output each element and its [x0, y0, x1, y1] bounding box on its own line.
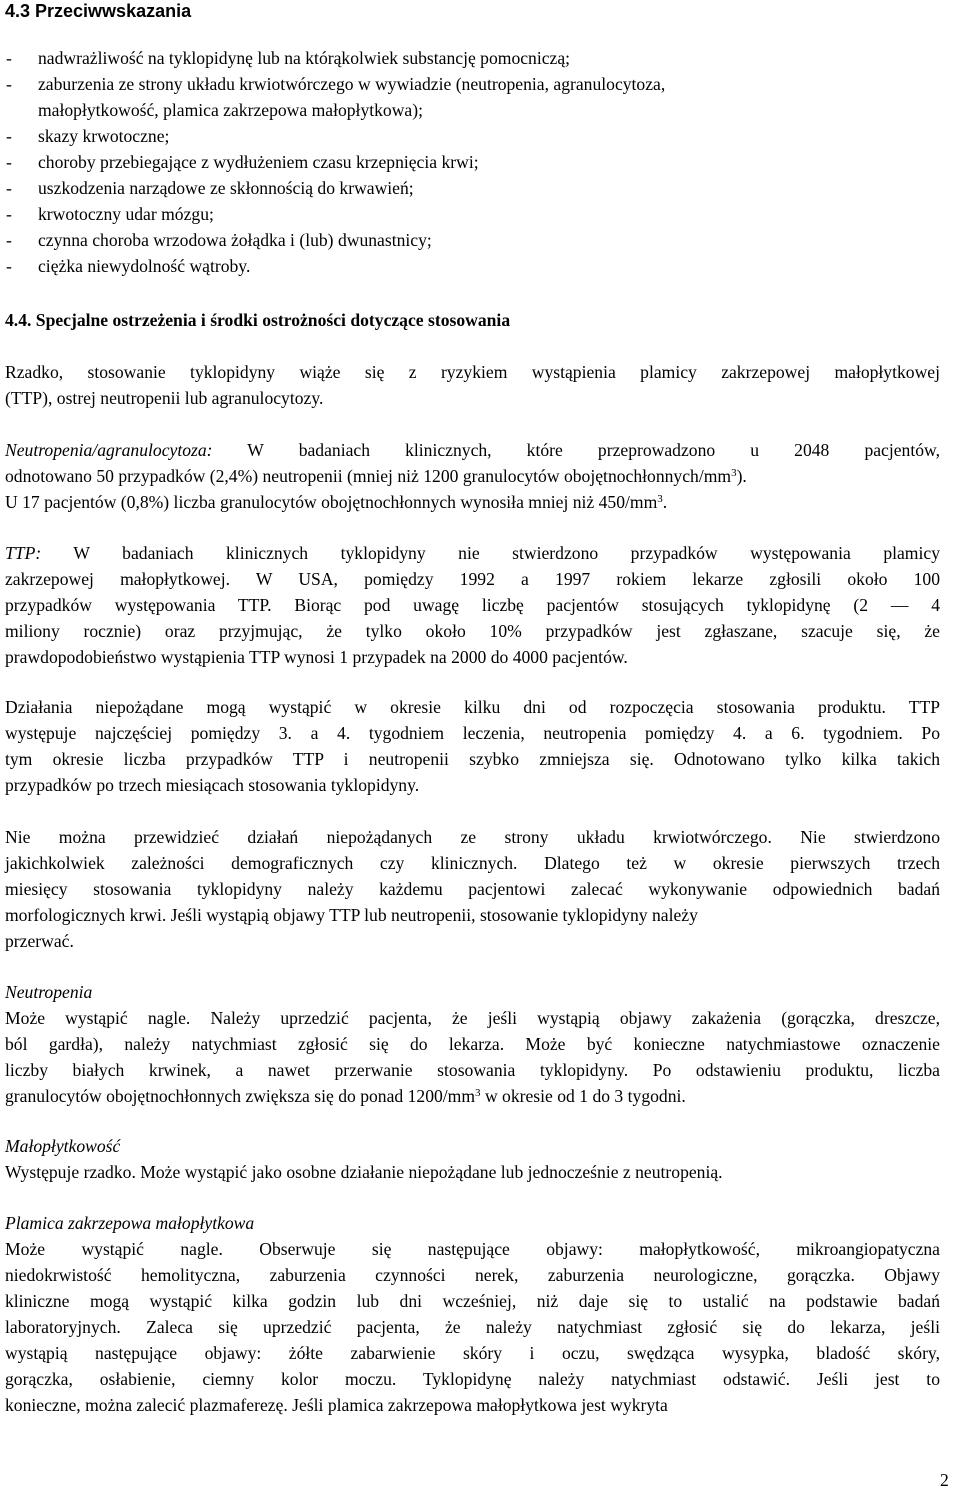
paragraph-line: laboratoryjnych. Zaleca się uprzedzić pacjenta, że należy natychmiast zgłosić się do lekarza, jeśli [5, 1317, 940, 1337]
paragraph-line: (TTP), ostrej neutropenii lub agranulocytozy. [5, 388, 324, 408]
paragraph-line: ból gardła), należy natychmiast zgłosić się do lekarza. Może być konieczne natychmiastowe oznaczenie [5, 1034, 940, 1054]
paragraph-line: zakrzepowej małopłytkowej. W USA, pomiędzy 1992 a 1997 rokiem lekarze zgłosili około 100 [5, 569, 940, 589]
subsection-title-neutropenia: Neutropenia [5, 982, 93, 1002]
subsection-title-thrombocytopenia: Małopłytkowość [5, 1136, 121, 1156]
neutropenia-label: Neutropenia/agranulocytoza: [5, 440, 213, 460]
paragraph-line: przerwać. [5, 931, 74, 951]
paragraph-line: konieczne, można zalecić plazmaferezę. Jeśli plamica zakrzepowa małopłytkowa jest wykryta [5, 1395, 668, 1415]
paragraph-line: morfologicznych krwi. Jeśli wystąpią objawy TTP lub neutropenii, stosowanie tyklopidyny należy [5, 905, 698, 925]
paragraph-line: liczby białych krwinek, a nawet przerwanie stosowania tyklopidyny. Po odstawieniu produktu, liczba [5, 1060, 940, 1080]
bullet-dash: - [6, 204, 12, 224]
paragraph-line: odnotowano 50 przypadków (2,4%) neutropenii (mniej niż 1200 granulocytów obojętnochłonnych/$mm^3$). [5, 466, 747, 486]
subsection-title-ttp: Plamica zakrzepowa małopłytkowa [5, 1213, 255, 1233]
list-item: - zaburzenia ze strony układu krwiotwórczego w wywiadzie (neutropenia, agranulocytoza, [6, 71, 956, 97]
bullet-dash: - [6, 178, 12, 198]
paragraph-line: U 17 pacjentów (0,8%) liczba granulocytów obojętnochłonnych wynosiła mniej niż $450/mm^3$. [5, 492, 668, 512]
section-heading-4-3: 4.3 Przeciwwskazania [5, 1, 192, 21]
list-item: - ciężka niewydolność wątroby. [6, 253, 956, 279]
paragraph-line: prawdopodobieństwo wystąpienia TTP wynosi 1 przypadek na 2000 do 4000 pacjentów. [5, 647, 628, 667]
list-item: - skazy krwotoczne; [6, 123, 956, 149]
bullet-dash: - [6, 152, 12, 172]
paragraph-line: TTP: W badaniach klinicznych tyklopidyny nie stwierdzono przypadków występowania plamicy [5, 543, 940, 563]
paragraph-line: Rzadko, stosowanie tyklopidyny wiąże się z ryzykiem wystąpienia plamicy zakrzepowej małopłytkowej [5, 362, 940, 382]
paragraph-line: tym okresie liczba przypadków TTP i neutropenii szybko zmniejsza się. Odnotowano tylko kilka takich [5, 749, 940, 769]
section-heading-4-4: 4.4. Specjalne ostrzeżenia i środki ostrożności dotyczące stosowania [5, 310, 511, 330]
paragraph-line: kliniczne mogą wystąpić kilka godzin lub dni wcześniej, niż daje się to ustalić na podstawie badań [5, 1291, 940, 1311]
paragraph-line: gorączka, osłabienie, ciemny kolor moczu. Tyklopidynę należy natychmiast odstawić. Jeśli jest to [5, 1369, 940, 1389]
bullet-dash: - [6, 256, 12, 276]
page-number: 2 [940, 1470, 949, 1490]
bullet-dash: - [6, 74, 12, 94]
paragraph-line: Nie można przewidzieć działań niepożądanych ze strony układu krwiotwórczego. Nie stwierdzono [5, 827, 940, 847]
list-item-continuation: małopłytkowość, plamica zakrzepowa małopłytkowa); [38, 100, 423, 120]
paragraph-line: niedokrwistość hemolityczna, zaburzenia czynności nerek, zaburzenia neurologiczne, gorączka. Objawy [5, 1265, 940, 1285]
paragraph-line: Działania niepożądane mogą wystąpić w okresie kilku dni od rozpoczęcia stosowania produktu. TTP [5, 697, 940, 717]
paragraph-line: przypadków po trzech miesiącach stosowania tyklopidyny. [5, 775, 420, 795]
paragraph-line: Może wystąpić nagle. Należy uprzedzić pacjenta, że jeśli wystąpią objawy zakażenia (gorączka, dreszcze, [5, 1008, 940, 1028]
list-item: - choroby przebiegające z wydłużeniem czasu krzepnięcia krwi; [6, 149, 956, 175]
list-item: - nadwrażliwość na tyklopidynę lub na którąkolwiek substancję pomocniczą; [6, 45, 956, 71]
paragraph-line: miliony rocznie) oraz przyjmując, że tylko około 10% przypadków jest zgłaszane, szacuje się, że [5, 621, 940, 641]
bullet-dash: - [6, 230, 12, 250]
paragraph-line: przypadków występowania TTP. Biorąc pod uwagę liczbę pacjentów stosujących tyklopidynę (2 — 4 [5, 595, 940, 615]
paragraph-line: Neutropenia/agranulocytoza: W badaniach klinicznych, które przeprowadzono u 2048 pacjentów, [5, 440, 940, 460]
list-item: - czynna choroba wrzodowa żołądka i (lub) dwunastnicy; [6, 227, 956, 253]
paragraph-line: Może wystąpić nagle. Obserwuje się następujące objawy: małopłytkowość, mikroangiopatyczna [5, 1239, 940, 1259]
ttp-label: TTP: [5, 543, 42, 563]
paragraph-line: Występuje rzadko. Może wystąpić jako osobne działanie niepożądane lub jednocześnie z neutropenią. [5, 1162, 723, 1182]
list-item: - krwotoczny udar mózgu; [6, 201, 956, 227]
paragraph-line: występuje najczęściej pomiędzy 3. a 4. tygodniem leczenia, neutropenia pomiędzy 4. a 6. tygodniem. Po [5, 723, 940, 743]
bullet-dash: - [6, 48, 12, 68]
list-item: - uszkodzenia narządowe ze skłonnością do krwawień; [6, 175, 956, 201]
paragraph-line: wystąpią następujące objawy: żółte zabarwienie skóry i oczu, swędząca wysypka, bladość skóry, [5, 1343, 940, 1363]
paragraph-line: miesięcy stosowania tyklopidyny należy każdemu pacjentowi zalecać wykonywanie odpowiednich badań [5, 879, 940, 899]
paragraph-line: granulocytów obojętnochłonnych zwiększa się do ponad $1200/mm^3$ w okresie od 1 do 3 tygodni. [5, 1086, 686, 1106]
bullet-dash: - [6, 126, 12, 146]
paragraph-line: jakichkolwiek zależności demograficznych czy klinicznych. Dlatego też w okresie pierwszych trzech [5, 853, 940, 873]
